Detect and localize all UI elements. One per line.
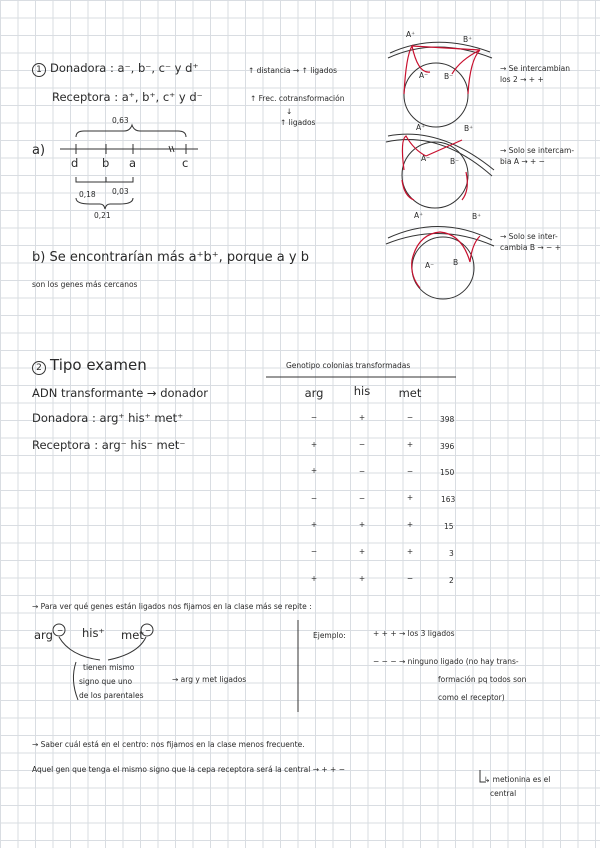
center-gene: Aquel gen que tenga el mismo signo que la cepa receptora será la central → + + −: [32, 765, 346, 774]
r1-his: +: [358, 413, 366, 422]
note-frequency: ↑ Frec. cotransformación: [250, 94, 345, 103]
col-arg: arg: [304, 386, 324, 400]
r2-count: 396: [440, 442, 455, 451]
note-ligados: ↑ ligados: [280, 118, 316, 127]
r2-his: −: [358, 440, 366, 449]
r6-count: 3: [449, 549, 454, 558]
example-line3: formación pq todos son: [438, 675, 527, 684]
r3-count: 150: [440, 468, 455, 477]
r2-met: +: [406, 440, 414, 449]
arg-met-linked: → arg y met ligados: [172, 675, 247, 684]
arrow-from-arg: [59, 637, 100, 660]
note-met-minus: −: [145, 626, 152, 635]
r6-arg: −: [310, 547, 318, 556]
distance-003: 0,03: [112, 187, 129, 196]
r6-met: +: [406, 547, 414, 556]
diag3-a-plus: A⁺: [414, 211, 424, 220]
diag3-a-minus: A⁻: [425, 261, 435, 270]
part-a-label: a): [32, 143, 46, 158]
example-line1: + + + → los 3 ligados: [373, 629, 455, 638]
crossover-diagram-3: [386, 226, 494, 299]
note-met: met: [121, 628, 144, 642]
diag2-b-minus: B⁻: [450, 157, 460, 166]
r4-arg: −: [310, 494, 318, 503]
r4-met: +: [406, 493, 414, 502]
r6-his: +: [358, 547, 366, 556]
part-b-line1: b) Se encontrarían más a⁺b⁺, porque a y b: [32, 250, 309, 265]
r1-count: 398: [440, 415, 455, 424]
diag2-note: → Solo se intercam- bia A → + −: [500, 146, 575, 166]
note-arg: arg: [34, 628, 53, 642]
r1-arg: −: [310, 413, 318, 422]
example-label: Ejemplo:: [313, 631, 346, 640]
col-his: his: [353, 384, 371, 398]
note-arg-minus: −: [57, 626, 64, 635]
r5-his: +: [358, 520, 366, 529]
r7-met: −: [406, 574, 414, 583]
problem1-recipient: Receptora : a⁺, b⁺, c⁺ y d⁻: [52, 90, 203, 104]
distance-top: 0,63: [112, 116, 129, 125]
diag3-note: → Solo se inter- cambia B → − +: [500, 232, 561, 252]
r3-met: −: [406, 467, 414, 476]
example-line4: como el receptor): [438, 693, 505, 702]
gene-a: a: [129, 156, 137, 170]
problem2-number: 2: [32, 361, 46, 375]
diag1-b-plus: B⁺: [463, 35, 473, 44]
col-met: met: [398, 386, 422, 400]
table-title: Genotipo colonias transformadas: [286, 361, 411, 370]
linked-rule: → Para ver qué genes están ligados nos fijamos en la clase más se repite :: [32, 602, 312, 611]
center-note-hook: [480, 770, 486, 782]
r2-arg: +: [310, 440, 318, 449]
diag1-b-minus: B⁻: [444, 72, 454, 81]
r3-his: −: [358, 467, 366, 476]
crossover-diagram-1: [388, 42, 492, 127]
diag3-b: B: [453, 258, 459, 267]
r3-arg: +: [310, 466, 318, 475]
met-minus-circle: [141, 624, 153, 636]
same-sign-2: signo que uno: [79, 677, 133, 686]
diag3-b-plus: B⁺: [472, 212, 482, 221]
note-distance: ↑ distancia → ↑ ligados: [248, 66, 338, 75]
r5-arg: +: [310, 520, 318, 529]
r4-count: 163: [441, 495, 456, 504]
distance-018: 0,18: [79, 190, 96, 199]
problem2-title: 2 Tipo examen: [32, 358, 147, 375]
problem2-recipient: Receptora : arg⁻ his⁻ met⁻: [32, 438, 186, 452]
same-sign-brace: [73, 662, 78, 700]
same-sign-1: tienen mismo: [83, 663, 135, 672]
diag1-a-plus: A⁺: [406, 30, 416, 39]
r7-his: +: [358, 574, 366, 583]
r4-his: −: [358, 494, 366, 503]
crossover-diagram-2: [386, 134, 494, 208]
r1-met: −: [406, 413, 414, 422]
gene-b: b: [102, 156, 110, 170]
gene-d: d: [71, 156, 79, 170]
problem2-donor: Donadora : arg⁺ his⁺ met⁺: [32, 411, 184, 425]
diag1-note: → Se intercambian los 2 → + +: [500, 64, 570, 84]
center-note-2: central: [490, 789, 517, 798]
problem2-adn: ADN transformante → donador: [32, 386, 208, 400]
center-note-1: ↳ metionina es el: [484, 775, 551, 784]
diag1-a-minus: A⁻: [419, 71, 429, 80]
diag2-a-minus: A⁻: [421, 154, 431, 163]
part-b-line2: son los genes más cercanos: [32, 280, 138, 289]
problem1-donor: 1 Donadora : a⁻, b⁻, c⁻ y d⁺: [32, 63, 199, 77]
gene-map: [60, 125, 198, 209]
r5-count: 15: [444, 522, 454, 531]
note-arrow: ↓: [286, 107, 293, 116]
distance-021: 0,21: [94, 211, 111, 220]
r5-met: +: [406, 520, 414, 529]
diag2-a-plus: A⁺: [416, 123, 426, 132]
example-line2: − − − → ninguno ligado (no hay trans-: [373, 657, 519, 666]
note-his: his⁺: [82, 626, 105, 640]
gene-c: c: [182, 156, 189, 170]
same-sign-3: de los parentales: [79, 691, 144, 700]
r7-arg: +: [310, 574, 318, 583]
diag2-b-plus: B⁺: [464, 124, 474, 133]
center-rule: → Saber cuál está en el centro: nos fijamos en la clase menos frecuente.: [32, 740, 305, 749]
problem1-number: 1: [32, 63, 46, 77]
arrow-from-met: [108, 637, 146, 660]
r7-count: 2: [449, 576, 454, 585]
arg-minus-circle: [53, 624, 65, 636]
